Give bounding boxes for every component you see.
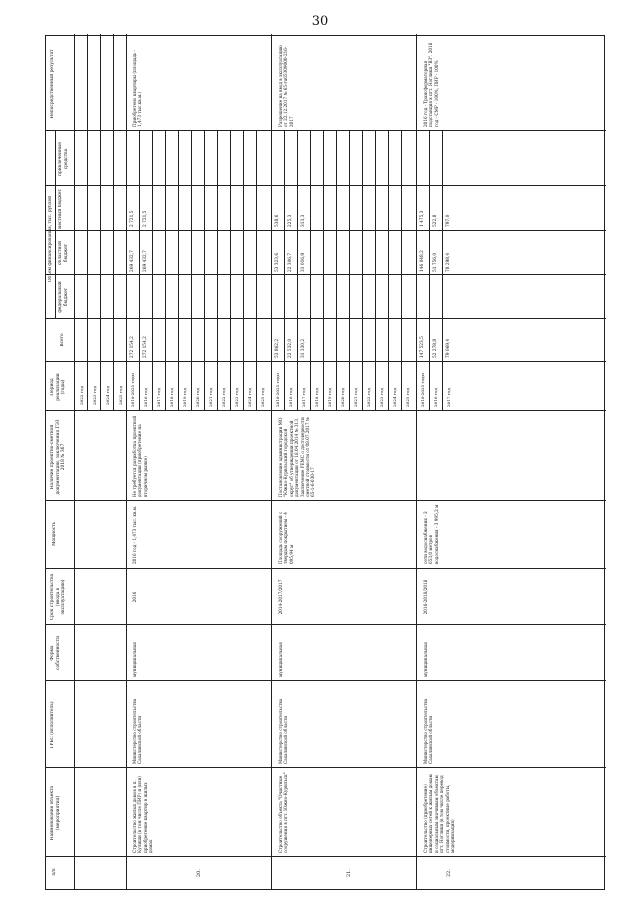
total-value: 147 523,5 — [420, 336, 425, 358]
period-year: 2024 год — [392, 388, 397, 407]
header-deadline: Срок строительства (ввода в эксплуатацию) — [50, 573, 67, 621]
row-line — [113, 34, 114, 411]
row-20-deadline: 2016 — [132, 591, 137, 603]
period-year: 2023 год — [234, 388, 239, 407]
regional-value: 78 298,4 — [446, 252, 451, 272]
row-20-capacity: 2016 год - 1,473 тыс. кв.м. — [132, 505, 137, 564]
total-value: 272 154,2 — [143, 336, 148, 358]
top-year: 2025 год — [118, 386, 123, 405]
column-line — [46, 230, 606, 231]
column-line — [46, 274, 606, 275]
row-line — [178, 131, 179, 411]
header-grbs: ГРБС (исполнитель) — [50, 701, 55, 749]
period-year: 2018 год — [314, 388, 319, 407]
period-year: 2016 год — [143, 388, 148, 407]
header-ownership: Форма собственности — [50, 636, 61, 671]
row-line — [243, 131, 244, 411]
row-line — [401, 131, 402, 411]
data-table — [45, 35, 605, 890]
total-value: 272 154,2 — [130, 336, 135, 358]
column-line — [46, 624, 606, 625]
period-year: 2023 год — [379, 388, 384, 407]
column-line — [46, 568, 606, 569]
regional-value: 269 432,7 — [143, 250, 148, 272]
row-line — [204, 131, 205, 411]
row-22-name: Строительство (приобретение) инженерных сетей к жилым домам и социальным значимым объектам пгт. Ноглики (в том числе перевод стоимости, проектные работы, модернизация) — [423, 774, 456, 853]
row-line — [349, 131, 350, 411]
period-year: 2025 год — [260, 388, 265, 407]
regional-value: 146 048,2 — [420, 250, 425, 272]
period-year: 2020 год — [340, 388, 345, 407]
row-22-ownership: муниципальная — [423, 642, 428, 677]
column-line — [46, 680, 606, 681]
row-line — [297, 131, 298, 411]
row-22-grbs: Министерство строительства Сахалинской области — [423, 698, 434, 764]
column-line — [46, 500, 606, 501]
header-federal: федеральный бюджет — [58, 281, 69, 313]
total-value: 31 330,2 — [301, 338, 306, 358]
local-value: 522,8 — [433, 214, 438, 227]
row-22-result: 2016 год - Трансформаторная подстанция в пгт. Ноглики "ВЗ". 2018 год - СМР - 100%, ПИР - 100% — [423, 42, 439, 127]
period-year: 2016-2025 годы — [130, 373, 135, 407]
row-line — [191, 131, 192, 411]
column-line — [46, 410, 606, 411]
row-21-name: Строительство объекта "Очистные сооружения в пгт. Южно-Курильск" — [278, 772, 289, 853]
row-line — [388, 131, 389, 411]
regional-value: 51 756,0 — [433, 252, 438, 272]
period-year: 2016-2025 годы — [275, 373, 280, 407]
column-line — [46, 130, 606, 131]
header-total: Всего — [60, 333, 65, 347]
header-docs: Наличие проектно-сметной документации, заключения ГЭЗ 2018 № 367 — [50, 419, 67, 495]
row-20-grbs: Министерство строительства Сахалинской области — [132, 698, 143, 764]
local-value: 2 721,5 — [143, 210, 148, 227]
row-20-docs: Не требуется разработка проектной документации (приобретение на вторичном рынке) — [132, 416, 148, 497]
row-line — [284, 131, 285, 411]
regional-value: 31 016,9 — [301, 252, 306, 272]
regional-value: 22 306,7 — [288, 252, 293, 272]
period-year: 2020 год — [195, 388, 200, 407]
row-22-num: 22. — [446, 869, 452, 877]
row-line — [323, 131, 324, 411]
period-year: 2017 год — [446, 388, 451, 407]
column-line — [46, 185, 606, 186]
local-value: 2 721,5 — [130, 210, 135, 227]
row-21-ownership: муниципальная — [278, 642, 283, 677]
row-line — [152, 131, 153, 411]
top-year: 2024 год — [105, 386, 110, 405]
header-period: Период реализации (годы) — [50, 373, 67, 401]
row-21-docs: Постановление администрации МО "Южно-Курильский городской округ" об утверждении проектной документации от 18.04.2014 № 313. Заключение РЕМС о достоверности сметной стоимости от 08.07.2017 № 65-1-6-030-17 — [278, 417, 316, 497]
column-line — [46, 856, 606, 857]
header-capacity: Мощность — [52, 521, 57, 547]
row-20-result: Приобретено квартиры (площадь - 1,473 тыс.кв.м.) — [132, 50, 143, 127]
row-line — [271, 34, 272, 889]
local-value: 538,6 — [275, 214, 280, 227]
row-line — [230, 131, 231, 411]
local-value: 225,3 — [288, 214, 293, 227]
local-value: 797,0 — [446, 214, 451, 227]
header-local: местный бюджет — [58, 189, 63, 229]
header-regional: областной бюджет — [58, 240, 69, 266]
header-name: Наименование объекта (мероприятия) — [50, 785, 61, 841]
row-line — [256, 131, 257, 411]
row-line — [336, 131, 337, 411]
row-line — [100, 34, 101, 411]
row-line — [416, 34, 417, 889]
row-20-name: Строительство жилых домов в п. Кулиши (в том числе ПИР) и (или) приобретение квартир в жилых домах — [132, 775, 154, 853]
column-line — [46, 318, 606, 319]
row-line — [87, 34, 88, 411]
row-20-ownership: муниципальная — [132, 642, 137, 677]
row-22-deadline: 2016-2018/2018 — [423, 579, 428, 615]
row-line — [126, 34, 127, 889]
row-line — [375, 131, 376, 411]
top-year: 2022 год — [79, 386, 84, 405]
row-line — [165, 131, 166, 411]
row-21-capacity: Площадь сооружений с твердым покрытием - 4 095,94 м — [278, 511, 294, 564]
column-line — [46, 361, 606, 362]
header-other: привлеченные средства — [58, 142, 69, 176]
row-line — [429, 131, 430, 411]
row-20-num: 20. — [196, 869, 202, 877]
local-value: 1 475,3 — [420, 210, 425, 227]
header-result: Непосредственный результат — [50, 49, 55, 119]
period-year: 2016 год — [288, 388, 293, 407]
page-number: 30 — [311, 14, 329, 29]
row-21-grbs: Министерство строительства Сахалинской области — [278, 698, 289, 764]
column-line — [46, 767, 606, 768]
row-line — [217, 131, 218, 411]
total-value: 53 862,2 — [275, 338, 280, 358]
period-year: 2016 год — [433, 388, 438, 407]
total-value: 22 532,0 — [288, 338, 293, 358]
row-line — [74, 34, 75, 889]
row-line — [442, 131, 443, 411]
period-year: 2025 год — [405, 388, 410, 407]
period-year: 2024 год — [247, 388, 252, 407]
row-21-deadline: 2014-2017/2017 — [278, 579, 283, 615]
row-21-result: Разрешение на ввод в эксплуатацию от 22.12.2017 № 65-ru65309000-216-2017 — [278, 45, 294, 127]
row-line — [310, 131, 311, 411]
regional-value: 269 432,7 — [130, 250, 135, 272]
row-line — [55, 131, 56, 319]
header-num: п/п — [52, 868, 57, 876]
row-21-num: 21. — [346, 869, 352, 877]
period-year: 2019 год — [182, 388, 187, 407]
local-value: 313,3 — [301, 214, 306, 227]
regional-value: 53 323,6 — [275, 252, 280, 272]
period-year: 2017 год — [301, 388, 306, 407]
period-year: 2022 год — [366, 388, 371, 407]
period-year: 2018 год — [169, 388, 174, 407]
period-year: 2017 год — [156, 388, 161, 407]
row-line — [362, 131, 363, 411]
period-year: 2022 год — [221, 388, 226, 407]
top-year: 2023 год — [92, 386, 97, 405]
period-year: 2019 год — [327, 388, 332, 407]
period-year: 2021 год — [353, 388, 358, 407]
total-value: 52 278,8 — [433, 338, 438, 358]
period-year: 2016-2025 годы — [420, 373, 425, 407]
total-value: 79 069,4 — [446, 338, 451, 358]
period-year: 2021 год — [208, 388, 213, 407]
header-funding: Объем финансирования, тыс. рублей — [48, 195, 53, 283]
row-22-capacity: сети водоснабжения - 2 653,0 метров водоснабжения - 3 995,2 м — [423, 504, 439, 564]
row-line — [139, 131, 140, 411]
